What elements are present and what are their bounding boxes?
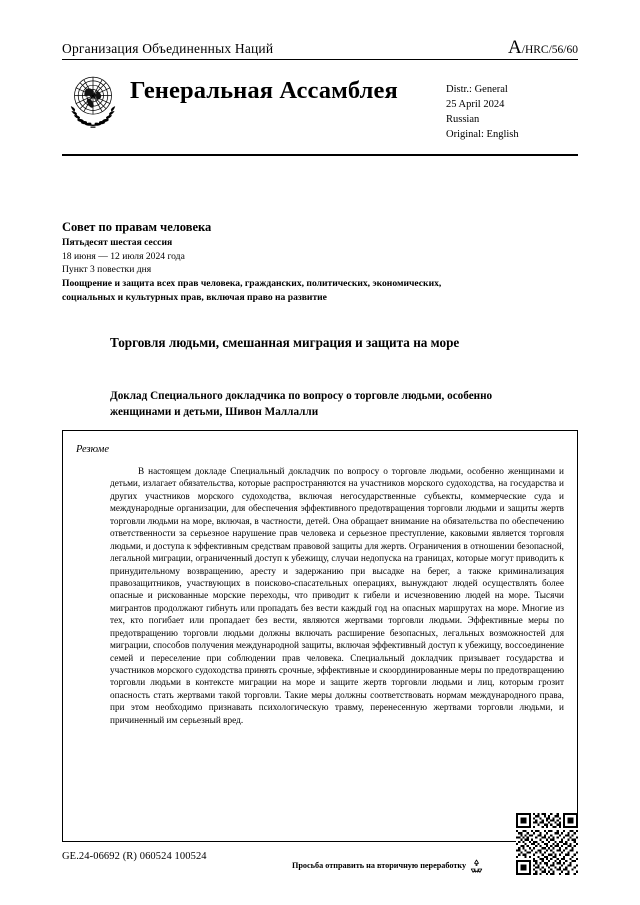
agenda-item-title: Поощрение и защита всех прав человека, гражданских, политических, экономических, социальных и культурных прав, включая право на развитие <box>62 278 442 303</box>
qr-code-icon <box>516 813 578 875</box>
organization-name: Организация Объединенных Наций <box>62 41 274 56</box>
masthead <box>62 38 578 156</box>
report-title: Торговля людьми, смешанная миграция и защита на море <box>110 335 460 350</box>
un-emblem-icon <box>62 71 124 129</box>
distribution-block <box>446 83 578 143</box>
recycle-notice <box>292 858 484 873</box>
council-name: Совет по правам человека <box>62 220 212 234</box>
document-language: Russian <box>446 113 480 125</box>
summary-label: Резюме <box>76 444 110 455</box>
document-date: 25 April 2024 <box>446 98 505 110</box>
distribution-line: Distr.: General <box>446 84 508 95</box>
agenda-item-number: Пункт 3 повестки дня <box>62 263 152 275</box>
masthead-main-row <box>62 60 578 154</box>
document-symbol-prefix: A <box>508 37 522 58</box>
original-language: Original: English <box>446 128 519 140</box>
document-symbol <box>508 38 578 57</box>
recycle-text: Просьба отправить на вторичную переработку <box>292 861 467 870</box>
council-block <box>62 219 482 304</box>
report-subtitle: Доклад Специального докладчика по вопросу о торговле людьми, особенно женщинами и детьми, Шивон Маллалли <box>110 390 493 418</box>
council-dates: 18 июня — 12 июля 2024 года <box>62 250 185 262</box>
assembly-title: Генеральная Ассамблея <box>130 77 398 104</box>
masthead-top-row <box>62 38 578 59</box>
recycle-icon <box>469 858 484 873</box>
document-symbol-rest: /HRC/56/60 <box>521 44 578 56</box>
summary-box <box>62 430 578 842</box>
summary-body: В настоящем докладе Специальный докладчик по вопросу о торговле людьми, особенно женщинами и детьми, излагает обязательства, которые распространяются на участников морского судоходства, на государства и других участников морского судоходства, включая негосударственные субъекты, коммерческие суда и международные организации, для обеспечения эффективного предотвращения торговли людьми и защиты жертв торговли людьми на море, включая, в частности, детей. Она обращает внимание на обязательства по обеспечению ответственности за серьезное нарушение прав человека и серьезное преступление, каковыми является торговля людьми, и доступа к эффективным средствам правовой защиты для жертв. Ограничения в отношении безопасной, легальной миграции, ограниченный доступ к убежищу, случаи недопуска на границах, которые могут приводить к принудительному возвращению, аресту и задержанию при высадке на берег, а также криминализация правозащитников, участвующих в поисково-спасательных операциях, вынуждают людей осуществлять более опасные и рискованные морские переходы, что приводит к гибели и исчезновению людей на море. Тысячи мигрантов продолжают гибнуть или пропадать без вести каждый год на опасных маршрутах на море. Многие из тех, кто погибает или пропадает без вести, являются жертвами торговли людьми. Эффективные меры по предотвращению торговли людьми должны включать расширение безопасных, легальных возможностей для миграции, способов получения международной защиты, включая эффективный доступ к убежищу, воссоединение семей и переселение при соблюдении прав человека. Специальный докладчик призывает государства и участников морского судоходства принять срочные, эффективные и скоординированные меры по предотвращению торговли людьми в контексте миграции на море и защите жертв торговли людьми и лиц, которым грозит опасность стать жертвами такой торговли. Такие меры должны соответствовать нормам международного права, при этом необходимо признавать психологическую травму, перенесенную жертвами торговли людьми, и причиненный им серьезный вред. <box>110 467 564 726</box>
job-code: GE.24-06692 (R) 060524 100524 <box>62 851 207 862</box>
council-session: Пятьдесят шестая сессия <box>62 237 173 249</box>
masthead-rule-thick <box>62 154 578 156</box>
